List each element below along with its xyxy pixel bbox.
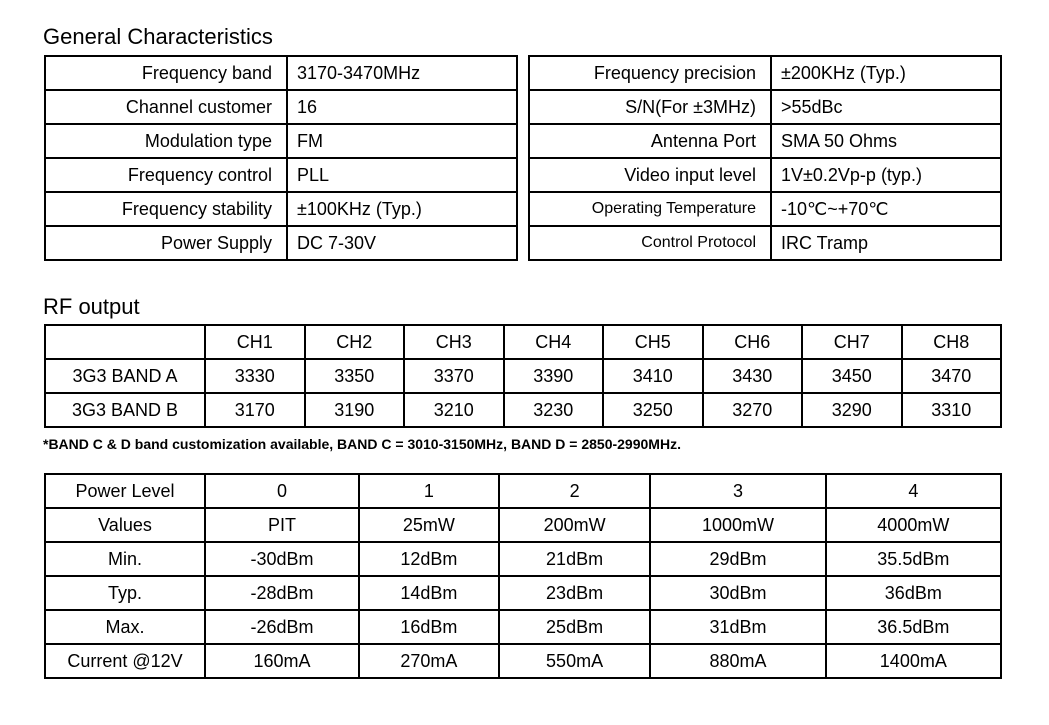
table-header-cell: CH7 [802,325,902,359]
row-label: 3G3 BAND B [45,393,205,427]
table-cell: 31dBm [650,610,825,644]
table-cell: 1000mW [650,508,825,542]
spec-value: DC 7-30V [287,226,517,260]
spec-value: PLL [287,158,517,192]
table-cell: 3450 [802,359,902,393]
spec-value: 16 [287,90,517,124]
table-cell: PIT [205,508,359,542]
table-cell: 3430 [703,359,803,393]
table-cell: 25mW [359,508,499,542]
table-row [45,474,1001,508]
general-characteristics-heading: General Characteristics [43,24,273,49]
table-row [45,644,1001,678]
table-cell: 3330 [205,359,305,393]
table-cell: 200mW [499,508,651,542]
table-header-row [45,325,1001,359]
general-characteristics-left-table [44,55,518,261]
table-cell: 0 [205,474,359,508]
table-cell: 30dBm [650,576,825,610]
table-cell: 3230 [504,393,604,427]
table-cell: -30dBm [205,542,359,576]
spec-value: SMA 50 Ohms [771,124,1001,158]
power-level-table [44,473,1002,679]
table-cell: 3270 [703,393,803,427]
table-header-cell: CH1 [205,325,305,359]
table-cell: 4000mW [826,508,1001,542]
table-cell: 36dBm [826,576,1001,610]
general-characteristics-right-table [528,55,1002,261]
spec-label: Operating Temperature [529,192,771,226]
table-cell: 35.5dBm [826,542,1001,576]
table-header-cell: CH6 [703,325,803,359]
table-row [45,508,1001,542]
rf-output-table [44,324,1002,428]
table-row [45,192,517,226]
row-label: Max. [45,610,205,644]
row-label: Current @12V [45,644,205,678]
row-label: Typ. [45,576,205,610]
table-row [45,226,517,260]
table-cell: 29dBm [650,542,825,576]
table-row [529,124,1001,158]
table-header-cell: CH3 [404,325,504,359]
spec-value: FM [287,124,517,158]
table-cell: -26dBm [205,610,359,644]
table-row [529,226,1001,260]
table-cell: 3350 [305,359,405,393]
table-row [45,542,1001,576]
spec-label: Channel customer [45,90,287,124]
spec-value: -10℃~+70℃ [771,192,1001,226]
row-label: 3G3 BAND A [45,359,205,393]
spec-label: Frequency stability [45,192,287,226]
table-row [45,56,517,90]
table-cell: 3310 [902,393,1002,427]
spec-value: ±100KHz (Typ.) [287,192,517,226]
table-cell: 23dBm [499,576,651,610]
table-cell: 1 [359,474,499,508]
table-row [45,393,1001,427]
table-cell: 1400mA [826,644,1001,678]
table-cell: 3370 [404,359,504,393]
table-row [45,359,1001,393]
table-header-cell [45,325,205,359]
band-customization-note: *BAND C & D band customization available, BAND C = 3010-3150MHz, BAND D = 2850-2990MHz. [43,436,681,452]
table-cell: 3470 [902,359,1002,393]
spec-value: 3170-3470MHz [287,56,517,90]
table-row [529,192,1001,226]
spec-label: Antenna Port [529,124,771,158]
table-cell: 2 [499,474,651,508]
table-cell: 880mA [650,644,825,678]
table-cell: 25dBm [499,610,651,644]
spec-label: Modulation type [45,124,287,158]
table-row [529,158,1001,192]
table-cell: 3390 [504,359,604,393]
table-cell: 3 [650,474,825,508]
table-row [529,56,1001,90]
table-cell: 14dBm [359,576,499,610]
spec-label: Control Protocol [529,226,771,260]
table-cell: 3290 [802,393,902,427]
row-label: Min. [45,542,205,576]
spec-value: >55dBc [771,90,1001,124]
table-header-cell: CH5 [603,325,703,359]
table-cell: 4 [826,474,1001,508]
table-cell: 3210 [404,393,504,427]
table-cell: 550mA [499,644,651,678]
table-header-cell: CH2 [305,325,405,359]
table-header-cell: CH8 [902,325,1002,359]
spec-value: ±200KHz (Typ.) [771,56,1001,90]
row-label: Power Level [45,474,205,508]
table-row [45,124,517,158]
table-cell: 270mA [359,644,499,678]
table-cell: -28dBm [205,576,359,610]
table-row [45,158,517,192]
table-row [45,610,1001,644]
spec-label: Power Supply [45,226,287,260]
table-row [45,576,1001,610]
table-row [529,90,1001,124]
spec-value: IRC Tramp [771,226,1001,260]
table-cell: 36.5dBm [826,610,1001,644]
table-cell: 12dBm [359,542,499,576]
table-cell: 3170 [205,393,305,427]
spec-label: Frequency precision [529,56,771,90]
table-row [45,90,517,124]
table-cell: 21dBm [499,542,651,576]
table-cell: 3410 [603,359,703,393]
spec-value: 1V±0.2Vp-p (typ.) [771,158,1001,192]
row-label: Values [45,508,205,542]
table-cell: 3250 [603,393,703,427]
spec-label: Video input level [529,158,771,192]
table-cell: 16dBm [359,610,499,644]
table-cell: 3190 [305,393,405,427]
spec-label: S/N(For ±3MHz) [529,90,771,124]
spec-label: Frequency control [45,158,287,192]
spec-label: Frequency band [45,56,287,90]
table-cell: 160mA [205,644,359,678]
rf-output-heading: RF output [43,294,140,319]
table-header-cell: CH4 [504,325,604,359]
